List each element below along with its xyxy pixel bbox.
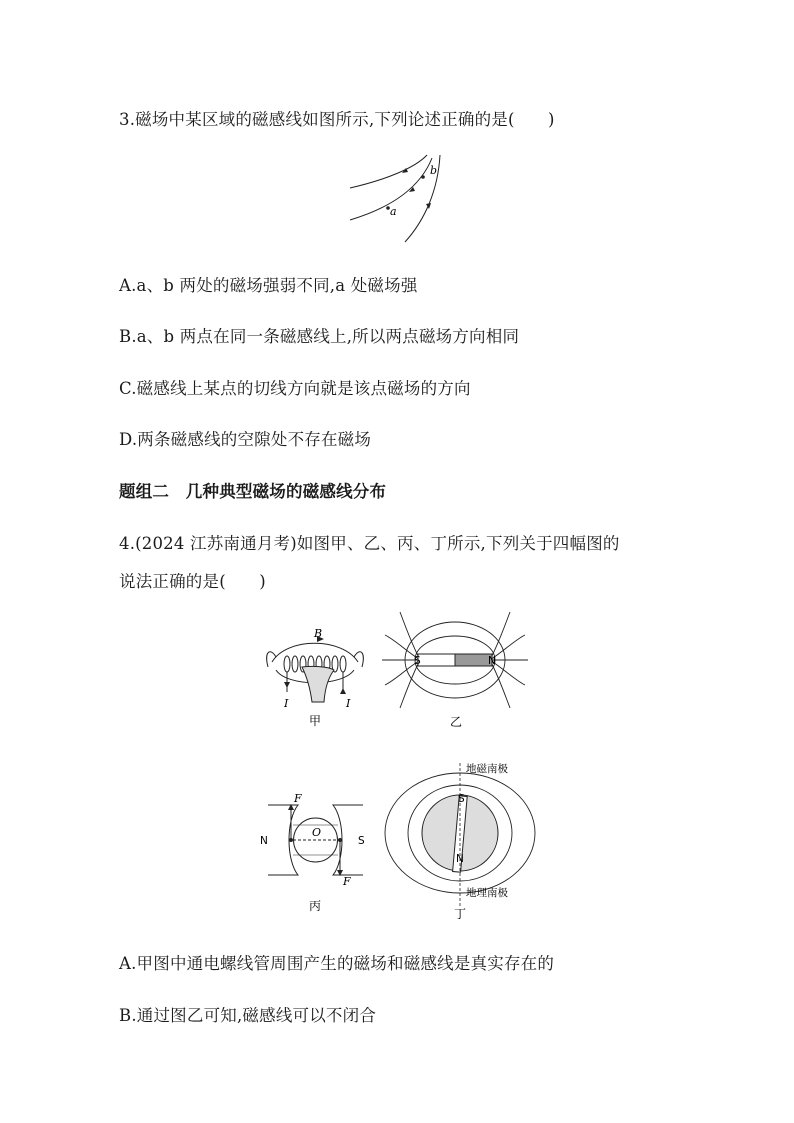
caption-jia: 甲: [308, 714, 322, 728]
q4-option-a: A.甲图中通电螺线管周围产生的磁场和磁感线是真实存在的: [119, 954, 555, 973]
q3-field-lines-figure: [345, 150, 455, 245]
label-geomagnetic-south: 地磁南极: [466, 763, 508, 775]
label-S: S: [358, 835, 365, 847]
q3-option-b: B.a、b 两点在同一条磁感线上,所以两点磁场方向相同: [119, 327, 520, 346]
caption-ding: 丁: [453, 907, 467, 921]
caption-yi: 乙: [449, 715, 463, 729]
caption-bing: 丙: [308, 899, 322, 913]
q3-stem: 3.磁场中某区域的磁感线如图所示,下列论述正确的是( ): [119, 110, 555, 129]
label-N: N: [488, 655, 496, 667]
label-a: a: [390, 205, 397, 218]
q4-stem-line1: 4.(2024 江苏南通月考)如图甲、乙、丙、丁所示,下列关于四幅图的: [119, 534, 620, 553]
fig-yi-bar-magnet: [380, 610, 530, 735]
q3-option-d: D.两条磁感线的空隙处不存在磁场: [119, 430, 372, 449]
section-title: 题组二 几种典型磁场的磁感线分布: [119, 482, 387, 501]
q3-option-a: A.a、b 两处的磁场强弱不同,a 处磁场强: [119, 276, 418, 295]
label-F1: F: [294, 792, 302, 805]
magnet-s-half: [418, 654, 455, 666]
label-N: N: [456, 853, 464, 865]
label-S: S: [414, 655, 421, 667]
label-F2: F: [343, 875, 351, 888]
fig-bing-motor: [258, 790, 373, 920]
q3-option-c: C.磁感线上某点的切线方向就是该点磁场的方向: [119, 379, 471, 398]
fig-jia-solenoid: [262, 622, 372, 732]
label-geographic-south: 地理南极: [466, 887, 508, 899]
point-b: [421, 175, 425, 179]
label-N: N: [260, 835, 268, 847]
hand-icon: [302, 666, 334, 702]
fig-ding-earth: [380, 758, 540, 928]
label-B: B: [314, 627, 323, 640]
label-O: O: [312, 826, 322, 839]
q4-option-b: B.通过图乙可知,磁感线可以不闭合: [119, 1006, 377, 1025]
arrow-3: [426, 203, 431, 209]
label-I1: I: [284, 697, 289, 710]
q4-stem-line2: 说法正确的是( ): [119, 572, 266, 591]
label-I2: I: [346, 697, 351, 710]
magnet-n-half: [455, 654, 492, 666]
label-b: b: [430, 164, 438, 177]
label-S: S: [458, 793, 465, 805]
